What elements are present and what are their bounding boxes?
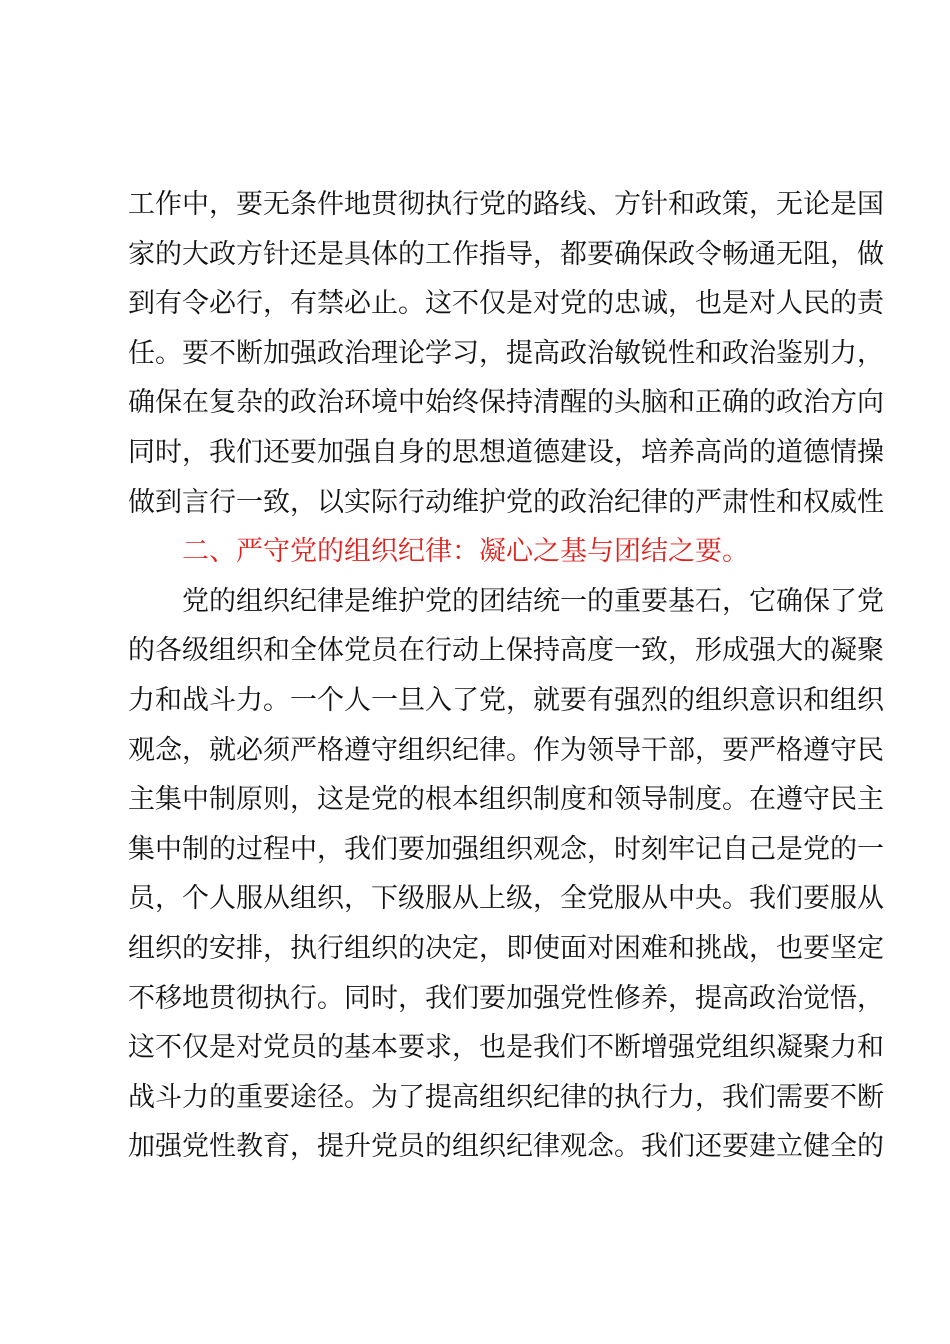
paragraph-line: 不移地贯彻执行。同时，我们要加强党性修养，提高政治觉悟， [128, 982, 884, 1014]
paragraph-line: 同时，我们还要加强自身的思想道德建设，培养高尚的道德情操 [128, 436, 884, 468]
paragraph-line: 工作中，要无条件地贯彻执行党的路线、方针和政策，无论是国 [128, 189, 884, 220]
paragraph-line: 到有令必行，有禁必止。这不仅是对党的忠诚，也是对人民的责 [128, 288, 884, 320]
paragraph-line: 任。要不断加强政治理论学习，提高政治敏锐性和政治鉴别力， [128, 337, 884, 369]
paragraph-line: 集中制的过程中，我们要加强组织观念，时刻牢记自己是党的一 [128, 833, 884, 865]
paragraph-1 [128, 180, 884, 527]
paragraph-line: 确保在复杂的政治环境中始终保持清醒的头脑和正确的政治方向 [128, 387, 884, 419]
section-heading: 二、严守党的组织纪律：凝心之基与团结之要。 [182, 536, 749, 568]
paragraph-line: 组织的安排，执行组织的决定，即使面对困难和挑战，也要坚定 [128, 932, 884, 964]
paragraph-line: 做到言行一致，以实际行动维护党的政治纪律的严肃性和权威性 [128, 486, 884, 518]
paragraph-line: 战斗力的重要途径。为了提高组织纪律的执行力，我们需要不断 [128, 1081, 884, 1113]
paragraph-line: 观念，就必须严格遵守组织纪律。作为领导干部，要严格遵守民 [128, 734, 884, 766]
paragraph-line: 员，个人服从组织，下级服从上级，全党服从中央。我们要服从 [128, 883, 884, 915]
paragraph-line: 党的组织纪律是维护党的团结统一的重要基石，它确保了党 [182, 585, 884, 617]
paragraph-line: 力和战斗力。一个人一旦入了党，就要有强烈的组织意识和组织 [128, 684, 884, 716]
paragraph-2 [128, 577, 884, 1172]
paragraph-line: 的各级组织和全体党员在行动上保持高度一致，形成强大的凝聚 [128, 635, 884, 667]
paragraph-line: 家的大政方针还是具体的工作指导，都要确保政令畅通无阻，做 [128, 238, 884, 270]
document-body [128, 180, 884, 1172]
paragraph-line: 这不仅是对党员的基本要求，也是我们不断增强党组织凝聚力和 [128, 1032, 884, 1064]
paragraph-line: 主集中制原则，这是党的根本组织制度和领导制度。在遵守民主 [128, 784, 884, 816]
paragraph-line: 加强党性教育，提升党员的组织纪律观念。我们还要建立健全的 [128, 1131, 884, 1163]
